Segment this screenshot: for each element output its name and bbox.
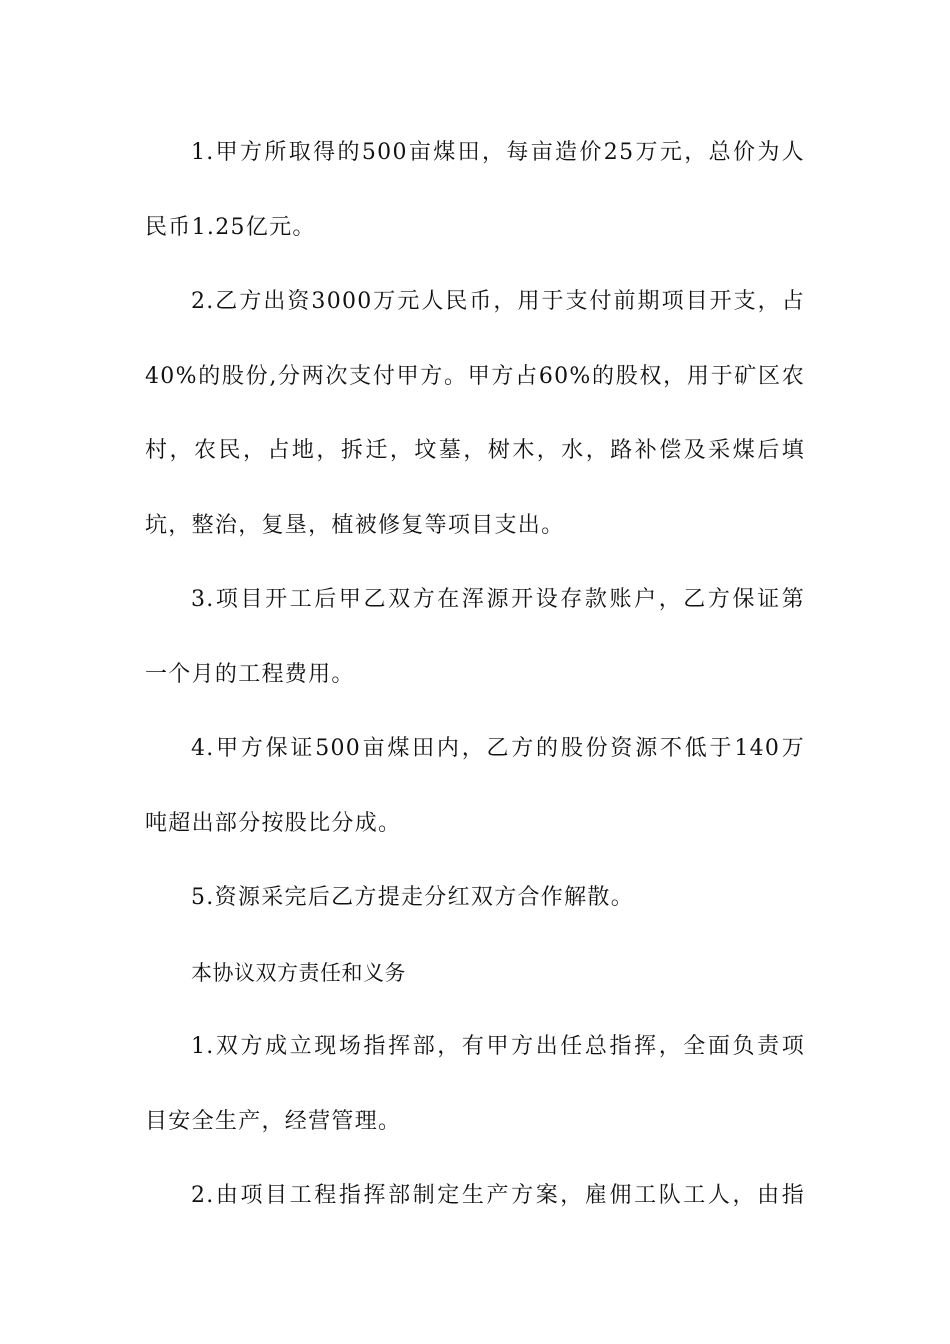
text-line: 40%的股份,分两次支付甲方。甲方占60%的股权，用于矿区农 xyxy=(145,363,805,389)
text-line: 4.甲方保证500亩煤田内，乙方的股份资源不低于140万 xyxy=(191,736,805,761)
text-line: 3.项目开工后甲乙双方在浑源开设存款账户，乙方保证第 xyxy=(191,587,805,612)
text-line: 吨超出部分按股比分成。 xyxy=(145,810,402,836)
section-heading: 本协议双方责任和义务 xyxy=(191,960,406,985)
text-line: 民币1.25亿元。 xyxy=(145,214,316,240)
text-line: 目安全生产，经营管理。 xyxy=(145,1108,402,1134)
text-line: 2.乙方出资3000万元人民币，用于支付前期项目开支，占 xyxy=(191,289,805,314)
text-line: 一个月的工程费用。 xyxy=(145,661,355,687)
text-line: 村，农民，占地，拆迁，坟墓，树木，水，路补偿及采煤后填 xyxy=(145,438,805,463)
text-line: 2.由项目工程指挥部制定生产方案，雇佣工队工人，由指 xyxy=(191,1183,805,1208)
text-line: 1.双方成立现场指挥部，有甲方出任总指挥，全面负责项 xyxy=(191,1034,805,1059)
document-body xyxy=(145,126,811,1244)
text-line: 1.甲方所取得的500亩煤田，每亩造价25万元，总价为人 xyxy=(191,140,805,165)
text-line: 坑，整治，复垦，植被修复等项目支出。 xyxy=(145,512,565,538)
text-line: 5.资源采完后乙方提走分红双方合作解散。 xyxy=(191,885,634,910)
